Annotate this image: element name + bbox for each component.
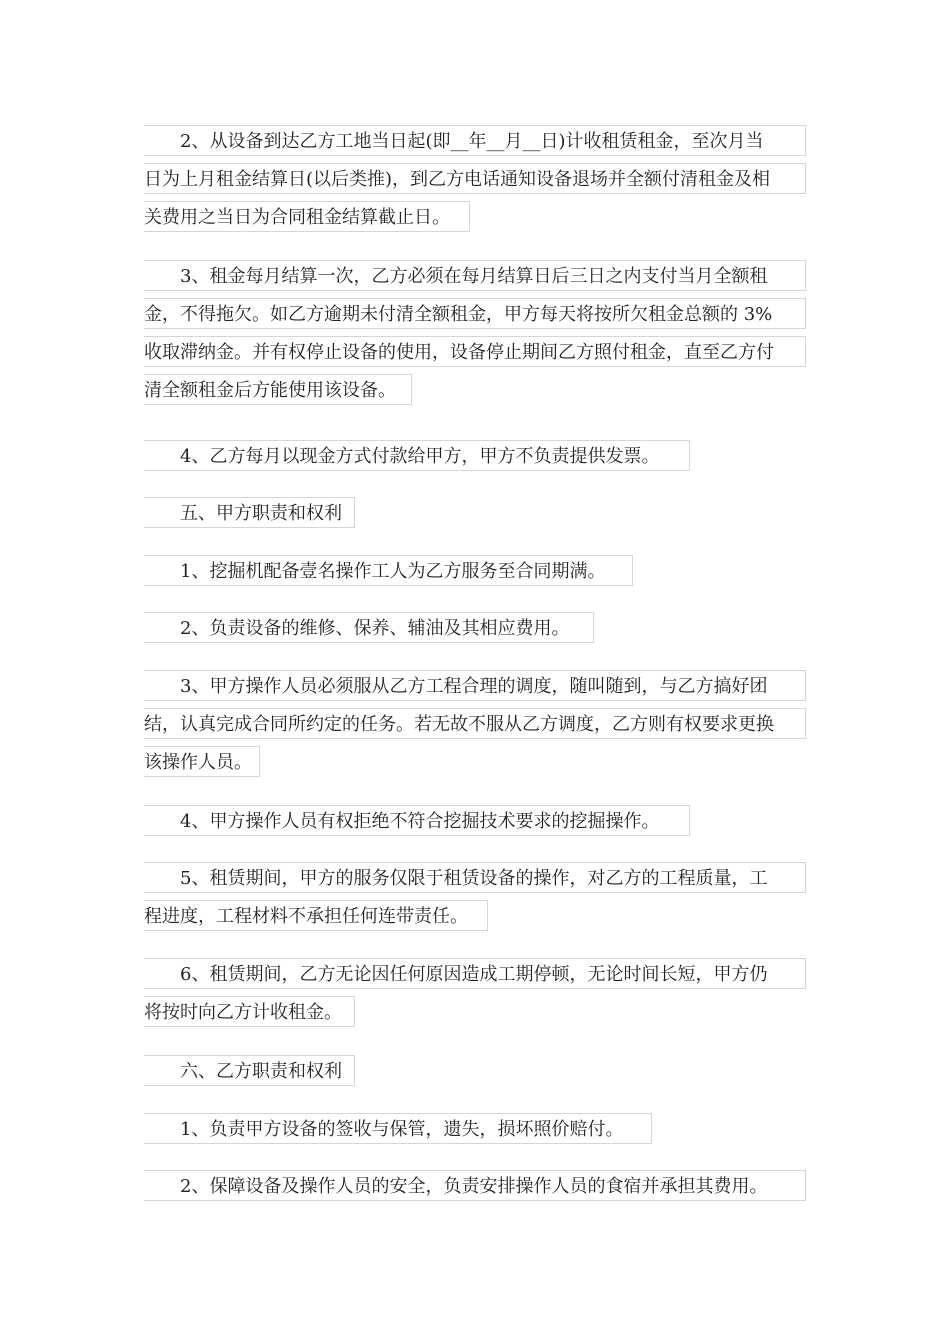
paragraph-party-a-5 [144,862,806,942]
paragraph-party-a-1 [144,555,806,597]
text-line: 该操作人员。 [144,746,260,777]
section-heading: 六、乙方职责和权利 [144,1055,355,1086]
section-heading: 五、甲方职责和权利 [144,497,355,528]
text-line: 2、保障设备及操作人员的安全，负责安排操作人员的食宿并承担其费用。 [144,1170,806,1201]
text-line: 清全额租金后方能使用该设备。 [144,374,412,405]
paragraph-party-a-6 [144,958,806,1038]
text-line: 4、甲方操作人员有权拒绝不符合挖掘技术要求的挖掘操作。 [144,805,690,836]
text-line: 程进度，工程材料不承担任何连带责任。 [144,900,488,931]
text-line: 4、乙方每月以现金方式付款给甲方，甲方不负责提供发票。 [144,440,690,471]
text-line: 6、租赁期间，乙方无论因任何原因造成工期停顿，无论时间长短，甲方仍 [144,958,806,989]
text-line: 日为上月租金结算日(以后类推)，到乙方电话通知设备退场并全额付清租金及相 [144,163,806,194]
paragraph-party-a-2 [144,612,806,654]
text-line: 1、负责甲方设备的签收与保管，遗失，损坏照价赔付。 [144,1113,652,1144]
paragraph-monthly-settlement [144,260,806,416]
paragraph-party-a-3 [144,670,806,788]
text-line: 收取滞纳金。并有权停止设备的使用，设备停止期间乙方照付租金，直至乙方付 [144,336,806,367]
text-line: 3、租金每月结算一次，乙方必须在每月结算日后三日之内支付当月全额租 [144,260,806,291]
text-line: 结，认真完成合同所约定的任务。若无故不服从乙方调度，乙方则有权要求更换 [144,708,806,739]
paragraph-party-b-1 [144,1113,806,1155]
section-5-heading [144,497,806,539]
text-line: 5、租赁期间，甲方的服务仅限于租赁设备的操作，对乙方的工程质量，工 [144,862,806,893]
paragraph-party-a-4 [144,805,806,847]
text-line: 1、挖掘机配备壹名操作工人为乙方服务至合同期满。 [144,555,633,586]
text-line: 2、负责设备的维修、保养、辅油及其相应费用。 [144,612,594,643]
paragraph-cash-payment [144,440,806,482]
text-line: 金，不得拖欠。如乙方逾期未付清全额租金，甲方每天将按所欠租金总额的 3% [144,298,806,329]
paragraph-party-b-2 [144,1170,806,1212]
text-line: 关费用之当日为合同租金结算截止日。 [144,201,470,232]
section-6-heading [144,1055,806,1097]
text-line: 3、甲方操作人员必须服从乙方工程合理的调度，随叫随到，与乙方搞好团 [144,670,806,701]
text-line: 2、从设备到达乙方工地当日起(即__年__月__日)计收租赁租金，至次月当 [144,125,806,156]
text-line: 将按时向乙方计收租金。 [144,996,355,1027]
paragraph-rent-start [144,125,806,243]
